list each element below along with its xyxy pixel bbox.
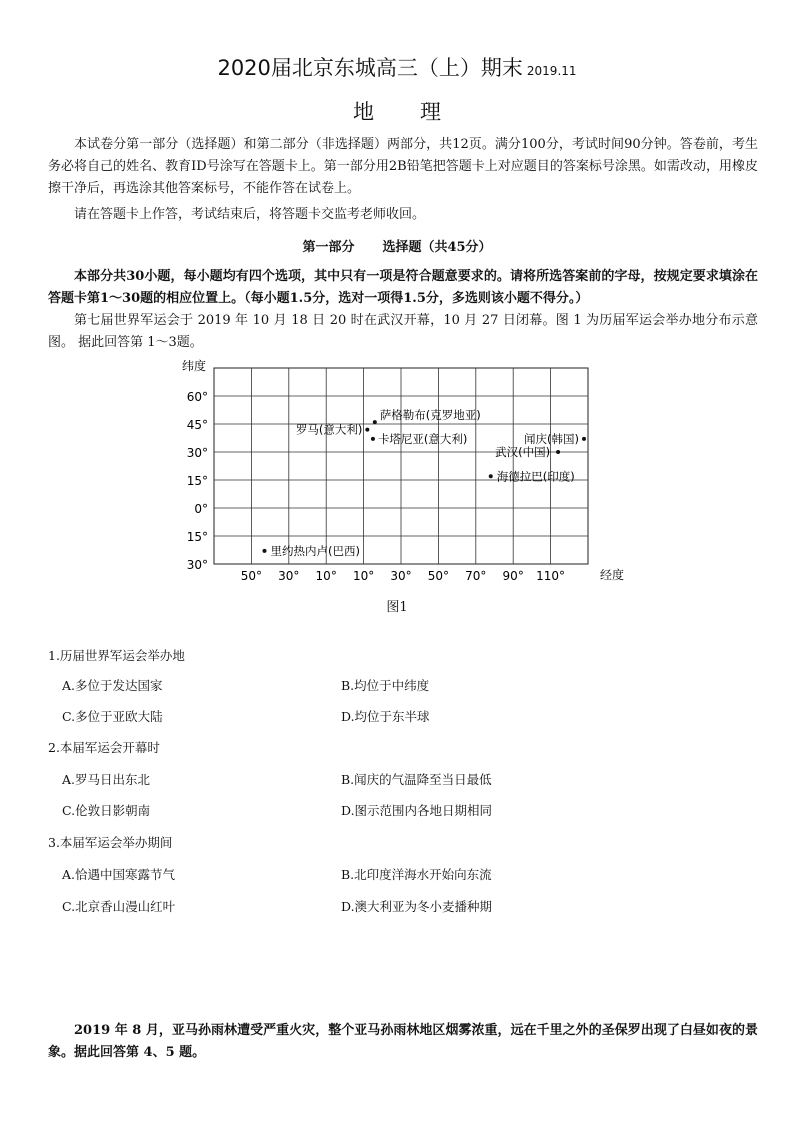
passage-1: 第七届世界军运会于 2019 年 10 月 18 日 20 时在武汉开幕，10 月 27 日闭幕。图 1 为历届军运会举办地分布示意图。 据此回答第 1～3题。 [48,313,758,350]
y-tick-label: 30° [186,558,208,572]
city-label: 武汉(中国) [495,445,551,459]
city-label: 罗马(意大利) [295,422,363,437]
y-tick-label: 15° [186,474,208,488]
city-label: 卡塔尼亚(意大利) [377,431,468,446]
option-text: A.罗马日出东北 [62,772,151,787]
instructions-submit-note: 请在答题卡上作答，考试结束后，将答题卡交监考老师收回。 [74,207,426,222]
city-point [489,474,493,478]
section-title: 第一部分 [302,240,355,255]
passage-2: 2019 年 8 月，亚马孙雨林遭受严重火灾，整个亚马孙雨林地区烟雾浓重，远在千里之外的圣保罗出现了白昼如夜的景象。据此回答第 4、5 题。 [48,1023,758,1060]
x-tick-label: 50° [427,569,450,583]
option-text: C.多位于亚欧大陆 [62,709,163,724]
x-tick-label: 70° [465,569,487,583]
exam-title: 2020届北京东城高三（上）期末 [217,56,523,80]
city-point [582,437,586,441]
question-stem: 1.历届世界军运会举办地 [48,648,185,663]
option-text: B.闻庆的气温降至当日最低 [341,772,492,787]
section-heading [0,236,794,255]
chart-grid [214,368,588,564]
exam-date: 2019.11 [526,64,577,78]
city-point [262,549,266,553]
section-subtitle: 选择题（共45分） [382,240,492,255]
city-point [556,450,560,454]
city-label: 闻庆(韩国) [524,431,579,446]
x-axis-ticks [241,569,565,583]
option-text: D.均位于东半球 [341,709,430,724]
x-tick-label: 110° [536,569,566,583]
x-tick-label: 10° [352,569,375,583]
y-tick-label: 45° [186,418,208,432]
city-label: 里约热内卢(巴西) [270,543,360,558]
x-tick-label: 50° [240,569,263,583]
page-title [0,52,794,82]
option-text: A.多位于发达国家 [62,678,163,693]
y-axis-label: 纬度 [182,359,207,373]
option-text: A.恰遇中国寒露节气 [62,867,176,882]
x-tick-label: 90° [502,569,524,583]
city-label: 海德拉巴(印度) [496,469,575,484]
x-tick-label: 30° [390,569,412,583]
subject-title: 地理 [353,100,487,124]
city-point [373,420,377,424]
option-text: C.北京香山漫山红叶 [62,899,176,914]
city-point [365,428,369,432]
y-tick-label: 60° [186,390,208,404]
x-axis-label: 经度 [600,568,625,582]
y-tick-label: 30° [186,446,208,460]
question-stem: 2.本届军运会开幕时 [48,740,160,755]
question-stem: 3.本届军运会举办期间 [48,835,173,850]
data-points [262,408,586,558]
instructions-paragraph: 本试卷分第一部分（选择题）和第二部分（非选择题）两部分，共12页。满分100分，考试时间90分钟。答卷前，考生务必将自己的姓名、教育ID号涂写在答题卡上。第一部分用2B铅笔把答题卡上对应题目的答案标号涂黑。如需改动，用橡皮擦干净后，再选涂其他答案标号，不能作答在试卷上。 [48,137,758,196]
option-text: B.北印度洋海水开始向东流 [341,867,492,882]
option-text: B.均位于中纬度 [341,678,430,693]
city-label: 萨格勒布(克罗地亚) [379,408,481,423]
x-tick-label: 10° [315,569,337,583]
y-tick-label: 0° [194,502,208,516]
y-axis-ticks [187,390,208,572]
option-text: D.图示范围内各地日期相同 [341,803,493,818]
host-cities-map-chart [170,356,630,616]
city-point [371,437,375,441]
option-text: D.澳大利亚为冬小麦播种期 [341,899,493,914]
y-tick-label: 15° [186,530,208,544]
figure-caption: 图1 [386,600,408,615]
option-text: C.伦敦日影朝南 [62,803,151,818]
section-directions: 本部分共30小题，每小题均有四个选项，其中只有一项是符合题意要求的。请将所选答案前的字母，按规定要求填涂在答题卡第1～30题的相应位置上。（每小题1.5分，选对一项得1.5分，多选则该小题不得分。） [48,269,758,306]
x-tick-label: 30° [278,569,300,583]
